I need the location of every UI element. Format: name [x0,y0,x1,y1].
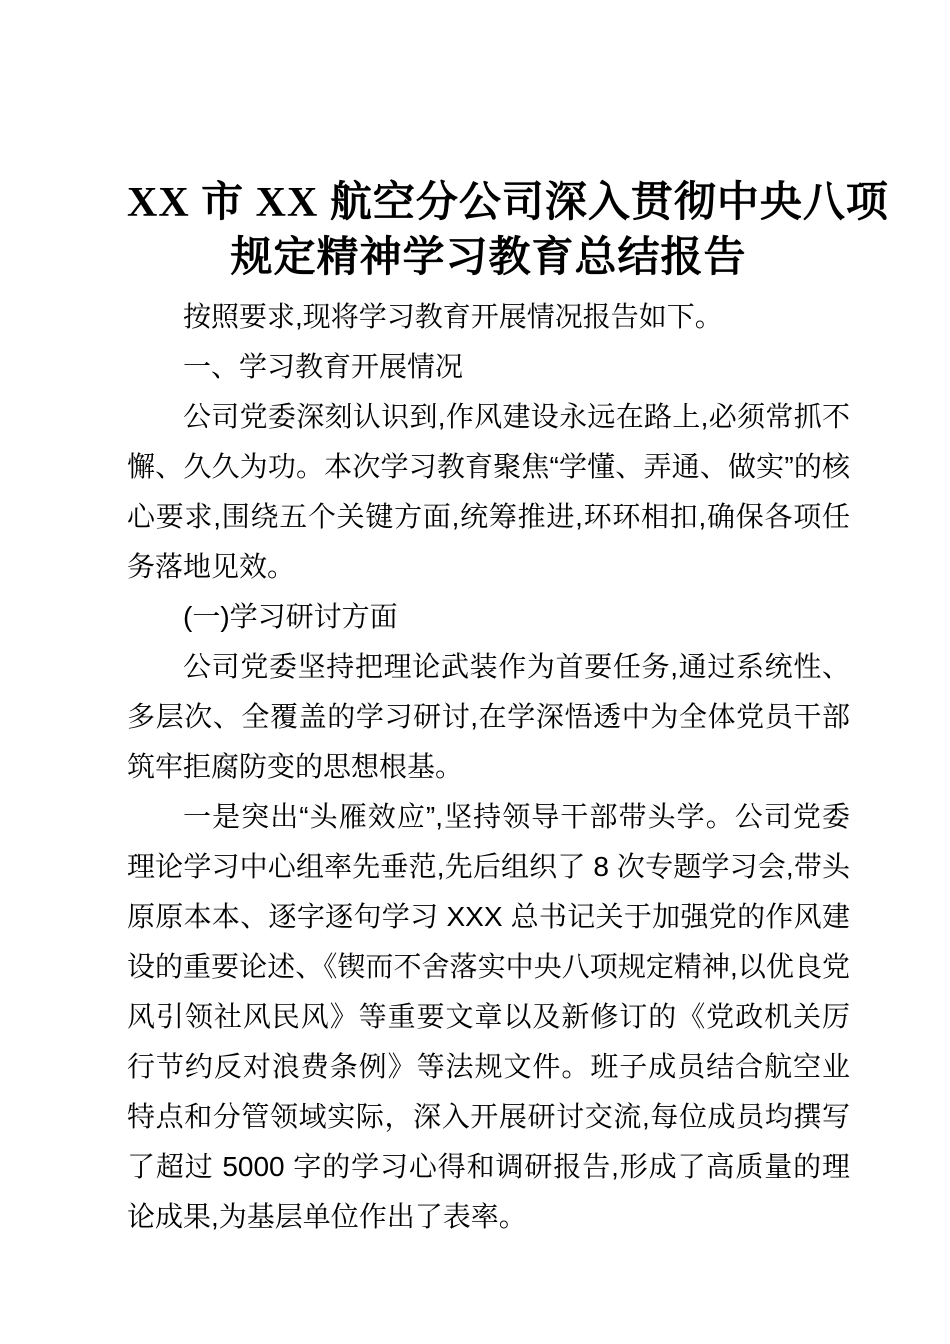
section-heading-1: 一、学习教育开展情况 [183,351,464,382]
paragraph-intro: 按照要求,现将学习教育开展情况报告如下。 [183,301,723,332]
paragraph-leadership-example: 一是突出“头雁效应”,坚持领导干部带头学。公司党委理论学习中心组率先垂范,先后组织了 8 次专题学习会,带头原原本本、逐字逐句学习 XXX 总书记关于加强党的作风建设的重要论述、《锲而不舍落实中央八项规定精神,以优良党风引领社风民风》等重要文章以及新修订的《党政机关厉行节约反对浪费条例》等法规文件。班子成员结合航空业特点和分管领域实际，深入开展研讨交流,每位成员均撰写了超过 5000 字的学习心得和调研报告,形成了高质量的理论成果,为基层单位作出了表率。 [127,801,850,1232]
document-title [127,176,889,286]
document-title-line-2: 规定精神学习教育总结报告 [230,235,747,281]
paragraph-study-research: 公司党委坚持把理论武装作为首要任务,通过系统性、多层次、全覆盖的学习研讨,在学深悟透中为全体党员干部筑牢拒腐防变的思想根基。 [127,651,850,782]
subsection-heading-1-1: (一)学习研讨方面 [183,601,398,632]
paragraph-overview: 公司党委深刻认识到,作风建设永远在路上,必须常抓不懈、久久为功。本次学习教育聚焦“学懂、弄通、做实”的核心要求,围绕五个关键方面,统筹推进,环环相扣,确保各项任务落地见效。 [127,401,850,582]
document-title-line-1: XX 市 XX 航空分公司深入贯彻中央八项 [127,180,889,226]
